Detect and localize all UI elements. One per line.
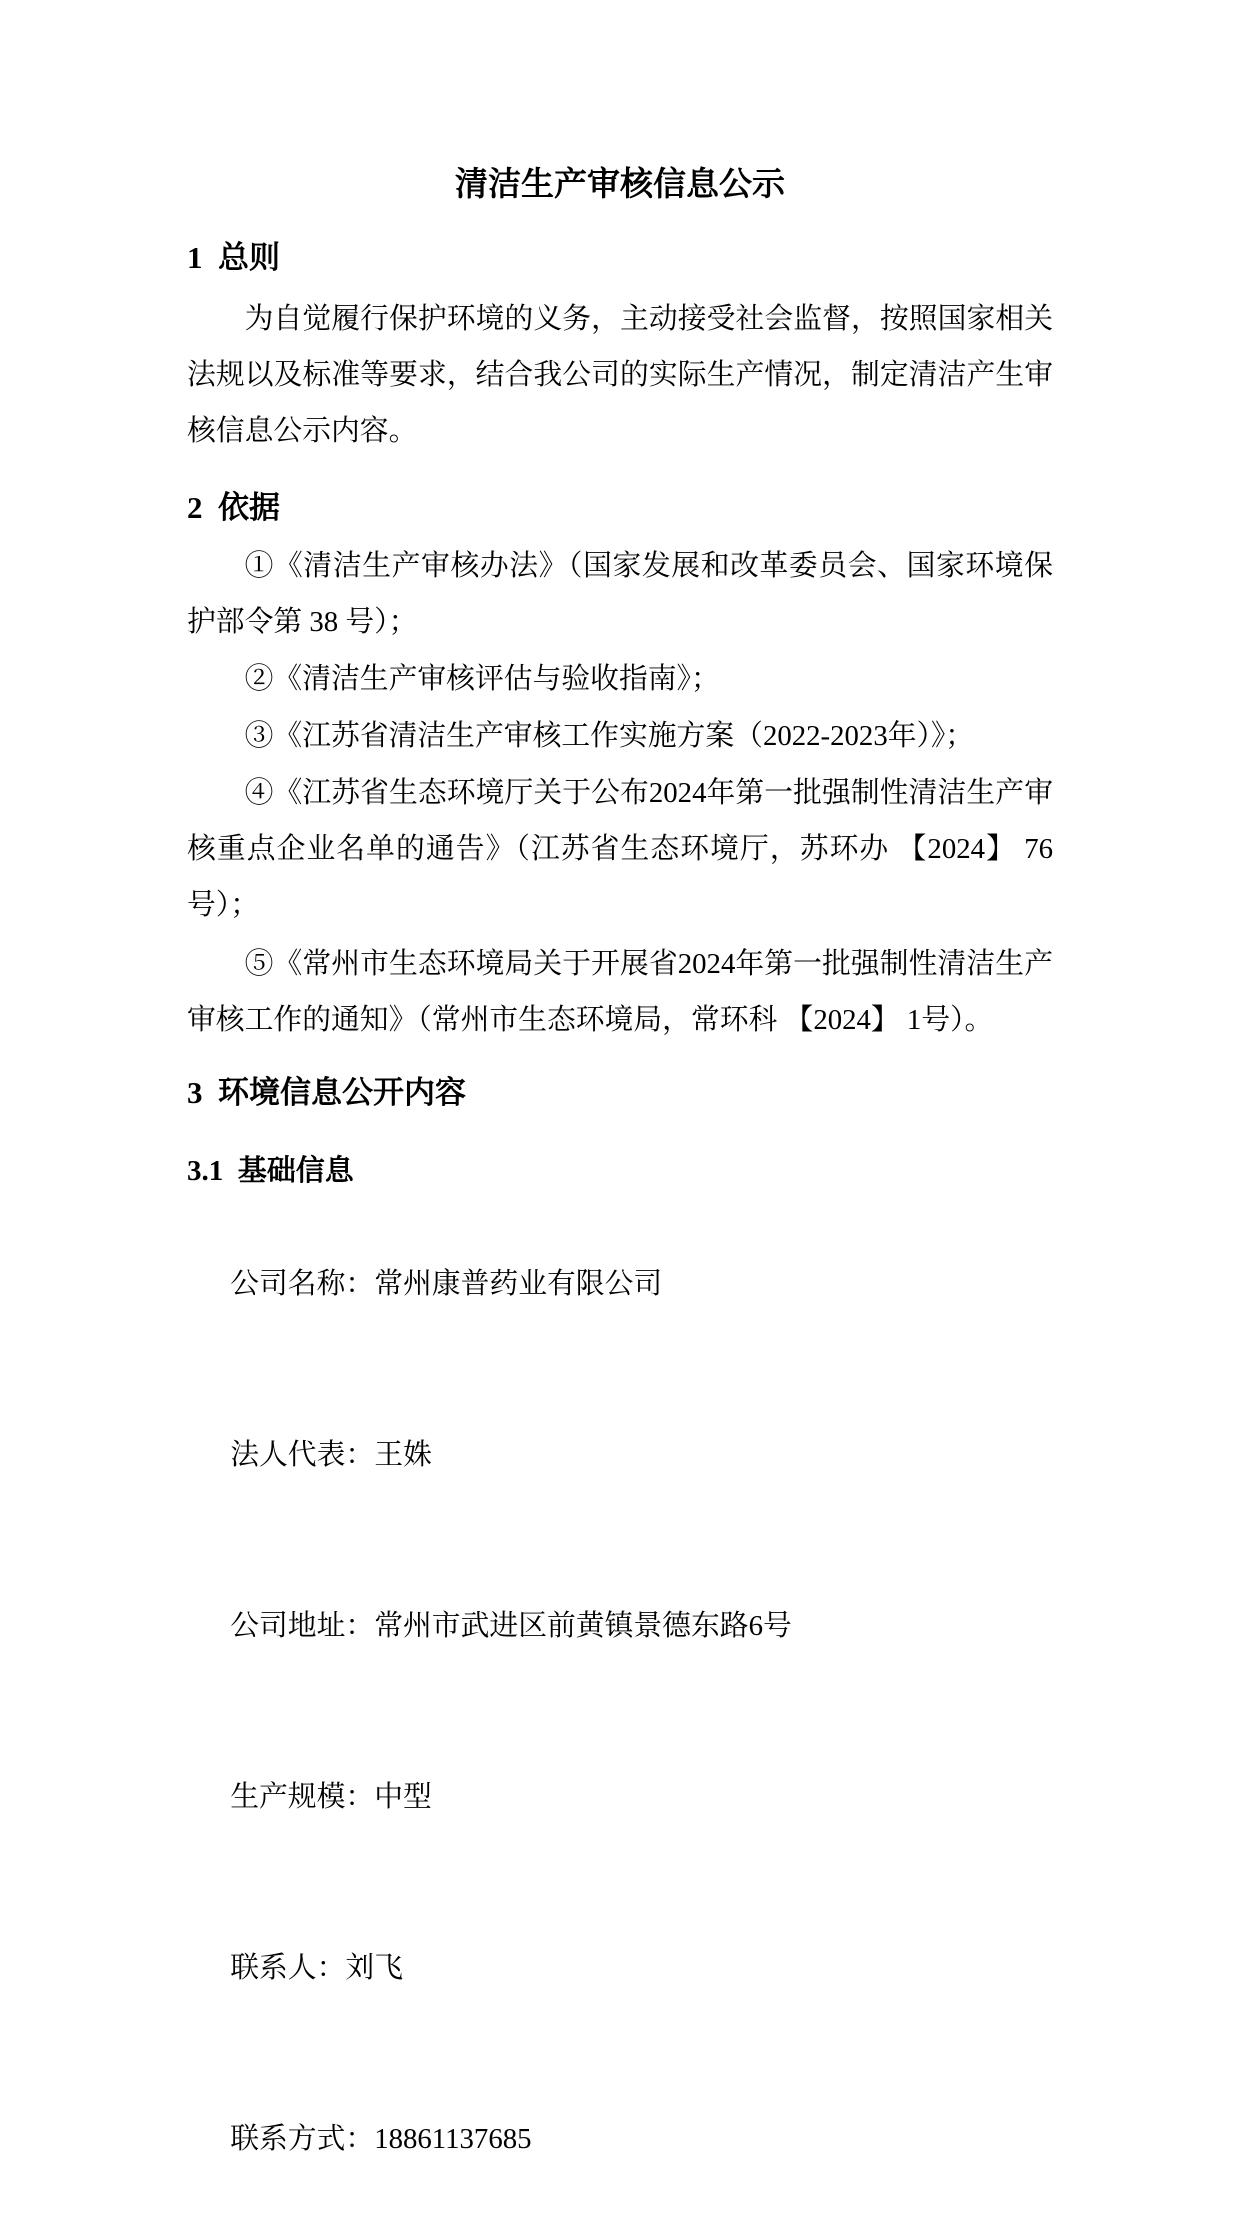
legal-basis-item-2: ②《清洁生产审核评估与验收指南》；: [244, 663, 720, 695]
info-line-contact-number: [187, 2054, 1053, 2225]
info-line-company-address: [187, 1541, 1053, 1712]
section-2-heading: 2 依据: [187, 490, 280, 525]
info-line-company-name: [187, 1199, 1053, 1370]
info-label: 公司地址：: [230, 1610, 375, 1642]
legal-basis-item-1: ①《清洁生产审核办法》（国家发展和改革委员会、国家环境保护部令第 38 号）；: [187, 550, 1053, 638]
section-1-paragraph: 为自觉履行保护环境的义务，主动接受社会监督，按照国家相关法规以及标准等要求，结合我公司的实际生产情况，制定清洁产生审核信息公示内容。: [187, 303, 1053, 447]
section-3-heading: 3 环境信息公开内容: [187, 1075, 466, 1110]
info-label: 公司名称：: [230, 1268, 375, 1300]
info-line-production-scale: [187, 1712, 1053, 1883]
info-value: 王姝: [374, 1439, 432, 1471]
section-3-1-heading: 3.1 基础信息: [187, 1155, 354, 1187]
info-line-legal-representative: [187, 1370, 1053, 1541]
info-label: 法人代表：: [230, 1439, 375, 1471]
info-value: 中型: [374, 1781, 432, 1813]
info-label: 生产规模：: [230, 1781, 375, 1813]
info-line-contact-person: [187, 1883, 1053, 2054]
info-value: 常州康普药业有限公司: [374, 1268, 663, 1300]
section-1-heading: 1 总则: [187, 240, 280, 275]
info-label: 联系方式：: [230, 2123, 375, 2155]
info-value: 18861137685: [374, 2123, 532, 2155]
document-title: 清洁生产审核信息公示: [455, 167, 785, 203]
legal-basis-item-4: ④《江苏省生态环境厅关于公布2024年第一批强制性清洁生产审核重点企业名单的通告》（江苏省生态环境厅，苏环办 【2024】 76号）；: [187, 777, 1053, 921]
legal-basis-item-5: ⑤《常州市生态环境局关于开展省2024年第一批强制性清洁生产审核工作的通知》（常州市生态环境局，常环科 【2024】 1号）。: [187, 948, 1053, 1036]
basic-info-list: [187, 1199, 1053, 2225]
info-value: 常州市武进区前黄镇景德东路6号: [374, 1610, 792, 1642]
info-label: 联系人：: [230, 1952, 346, 1984]
info-value: 刘飞: [345, 1952, 404, 1984]
legal-basis-item-3: ③《江苏省清洁生产审核工作实施方案（2022-2023年）》；: [244, 720, 975, 752]
